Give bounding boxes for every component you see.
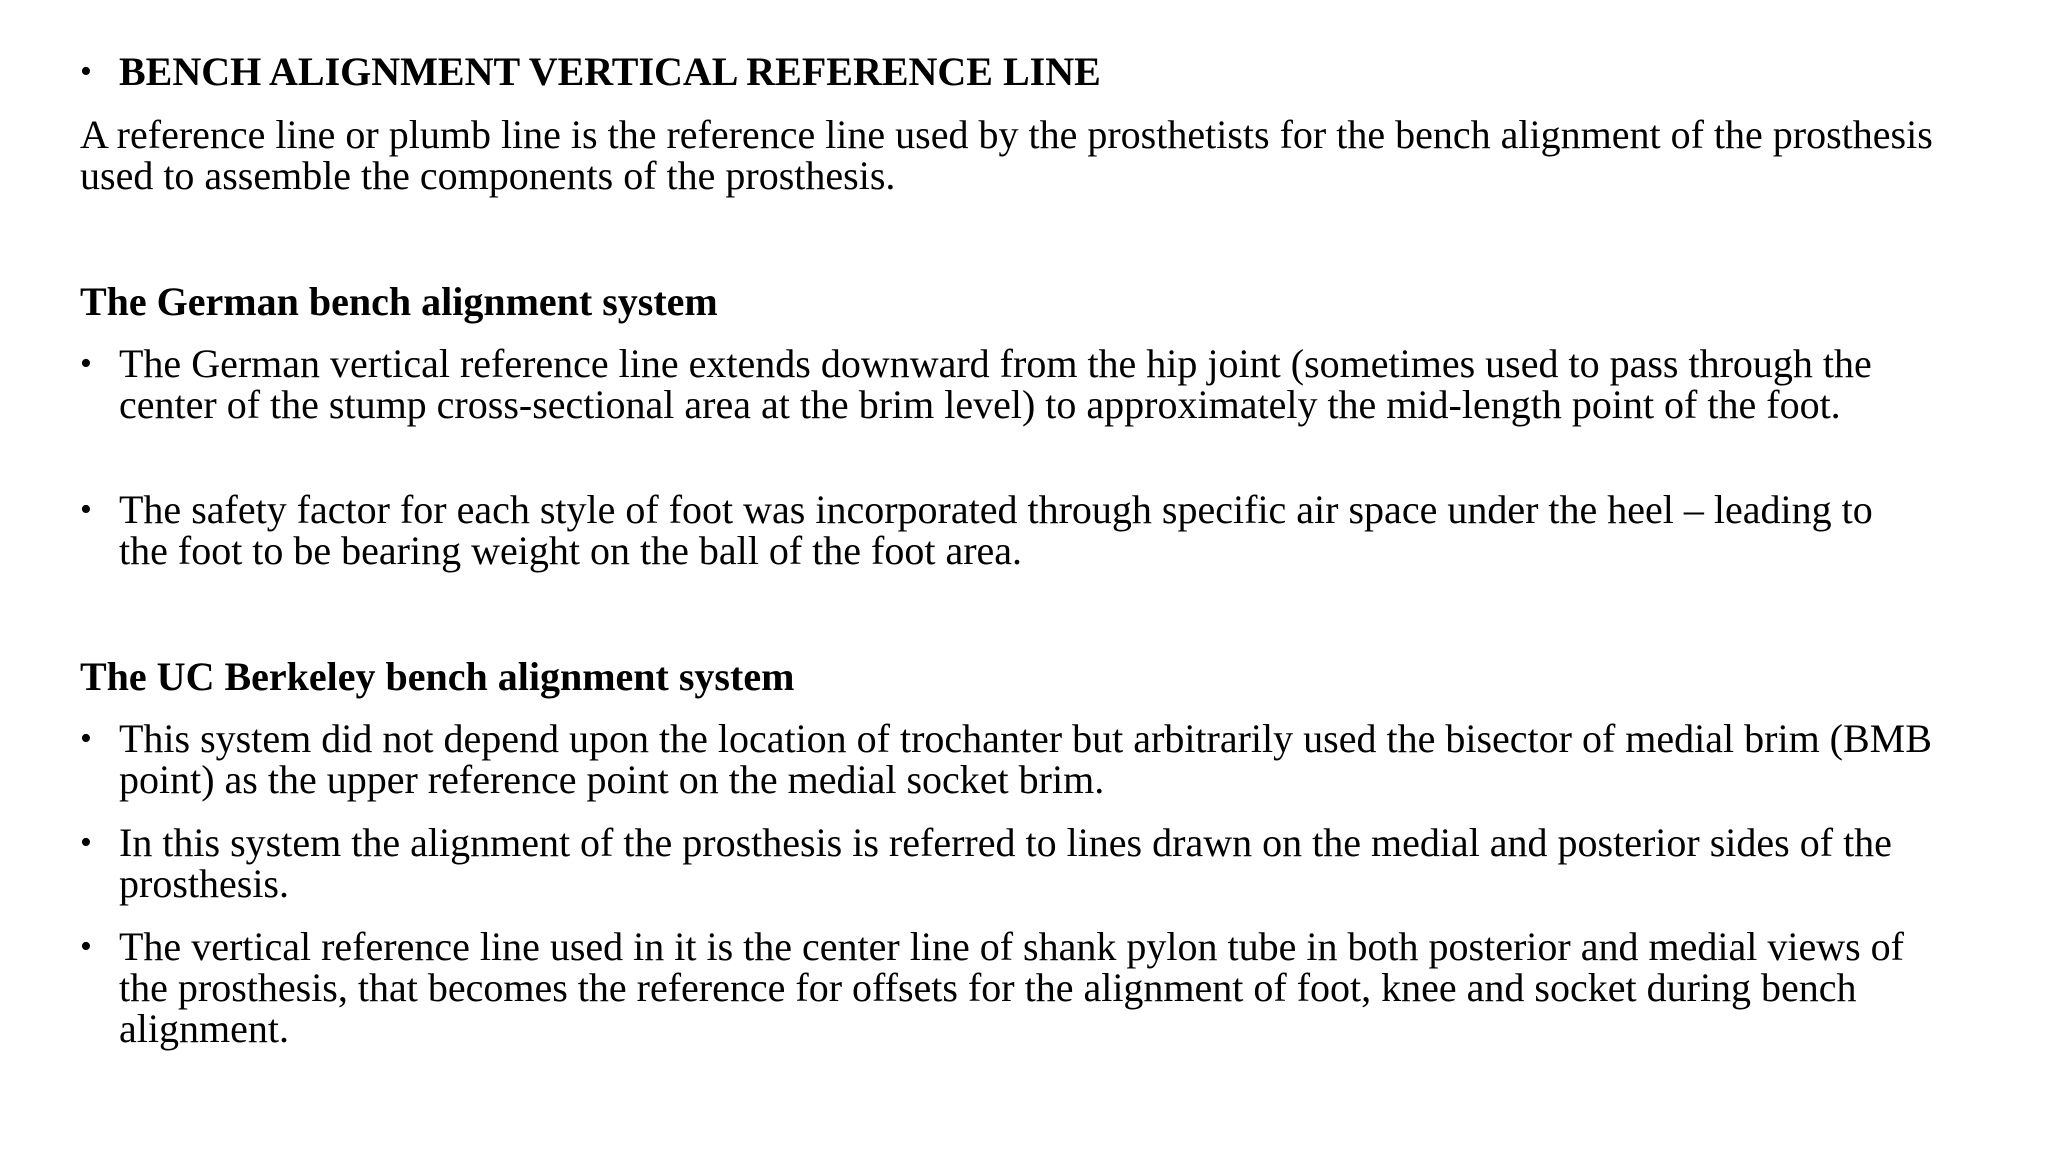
german-bullet-1: [80, 343, 1950, 425]
main-heading: BENCH ALIGNMENT VERTICAL REFERENCE LINE: [119, 49, 1101, 94]
german-bullet-2: [80, 489, 1910, 571]
bullet-icon: •: [80, 824, 92, 861]
bullet-icon: •: [80, 720, 92, 757]
intro-paragraph: A reference line or plumb line is the reference line used by the prosthetists for the bench alignment of the prosthesis used to assemble the components of the prosthesis.: [80, 112, 1933, 198]
bullet-icon: •: [80, 53, 92, 90]
main-heading-row: [80, 51, 1960, 92]
berkeley-bullet-3: [80, 926, 1960, 1049]
german-heading: The German bench alignment system: [80, 279, 718, 324]
bullet-icon: •: [80, 491, 92, 528]
berkeley-heading: The UC Berkeley bench alignment system: [80, 654, 795, 699]
berkeley-bullet-2-text: In this system the alignment of the prosthesis is referred to lines drawn on the medial and posterior sides of the prosthesis.: [119, 820, 1892, 906]
berkeley-bullet-3-text: The vertical reference line used in it is the center line of shank pylon tube in both posterior and medial views of the prosthesis, that becomes the reference for offsets for the alignment of foot, knee and socket during bench alignment.: [119, 924, 1904, 1051]
german-bullet-2-text: The safety factor for each style of foot was incorporated through specific air space under the heel – leading to the foot to be bearing weight on the ball of the foot area.: [119, 487, 1873, 573]
berkeley-bullet-2: [80, 822, 1910, 904]
bullet-icon: •: [80, 345, 92, 382]
german-bullet-1-text: The German vertical reference line extends downward from the hip joint (sometimes used to pass through the center of the stump cross-sectional area at the brim level) to approximately the mid-length point of the foot.: [119, 341, 1872, 427]
bullet-icon: •: [80, 928, 92, 965]
berkeley-bullet-1: [80, 718, 1940, 800]
berkeley-bullet-1-text: This system did not depend upon the location of trochanter but arbitrarily used the bisector of medial brim (BMB point) as the upper reference point on the medial socket brim.: [119, 716, 1932, 802]
